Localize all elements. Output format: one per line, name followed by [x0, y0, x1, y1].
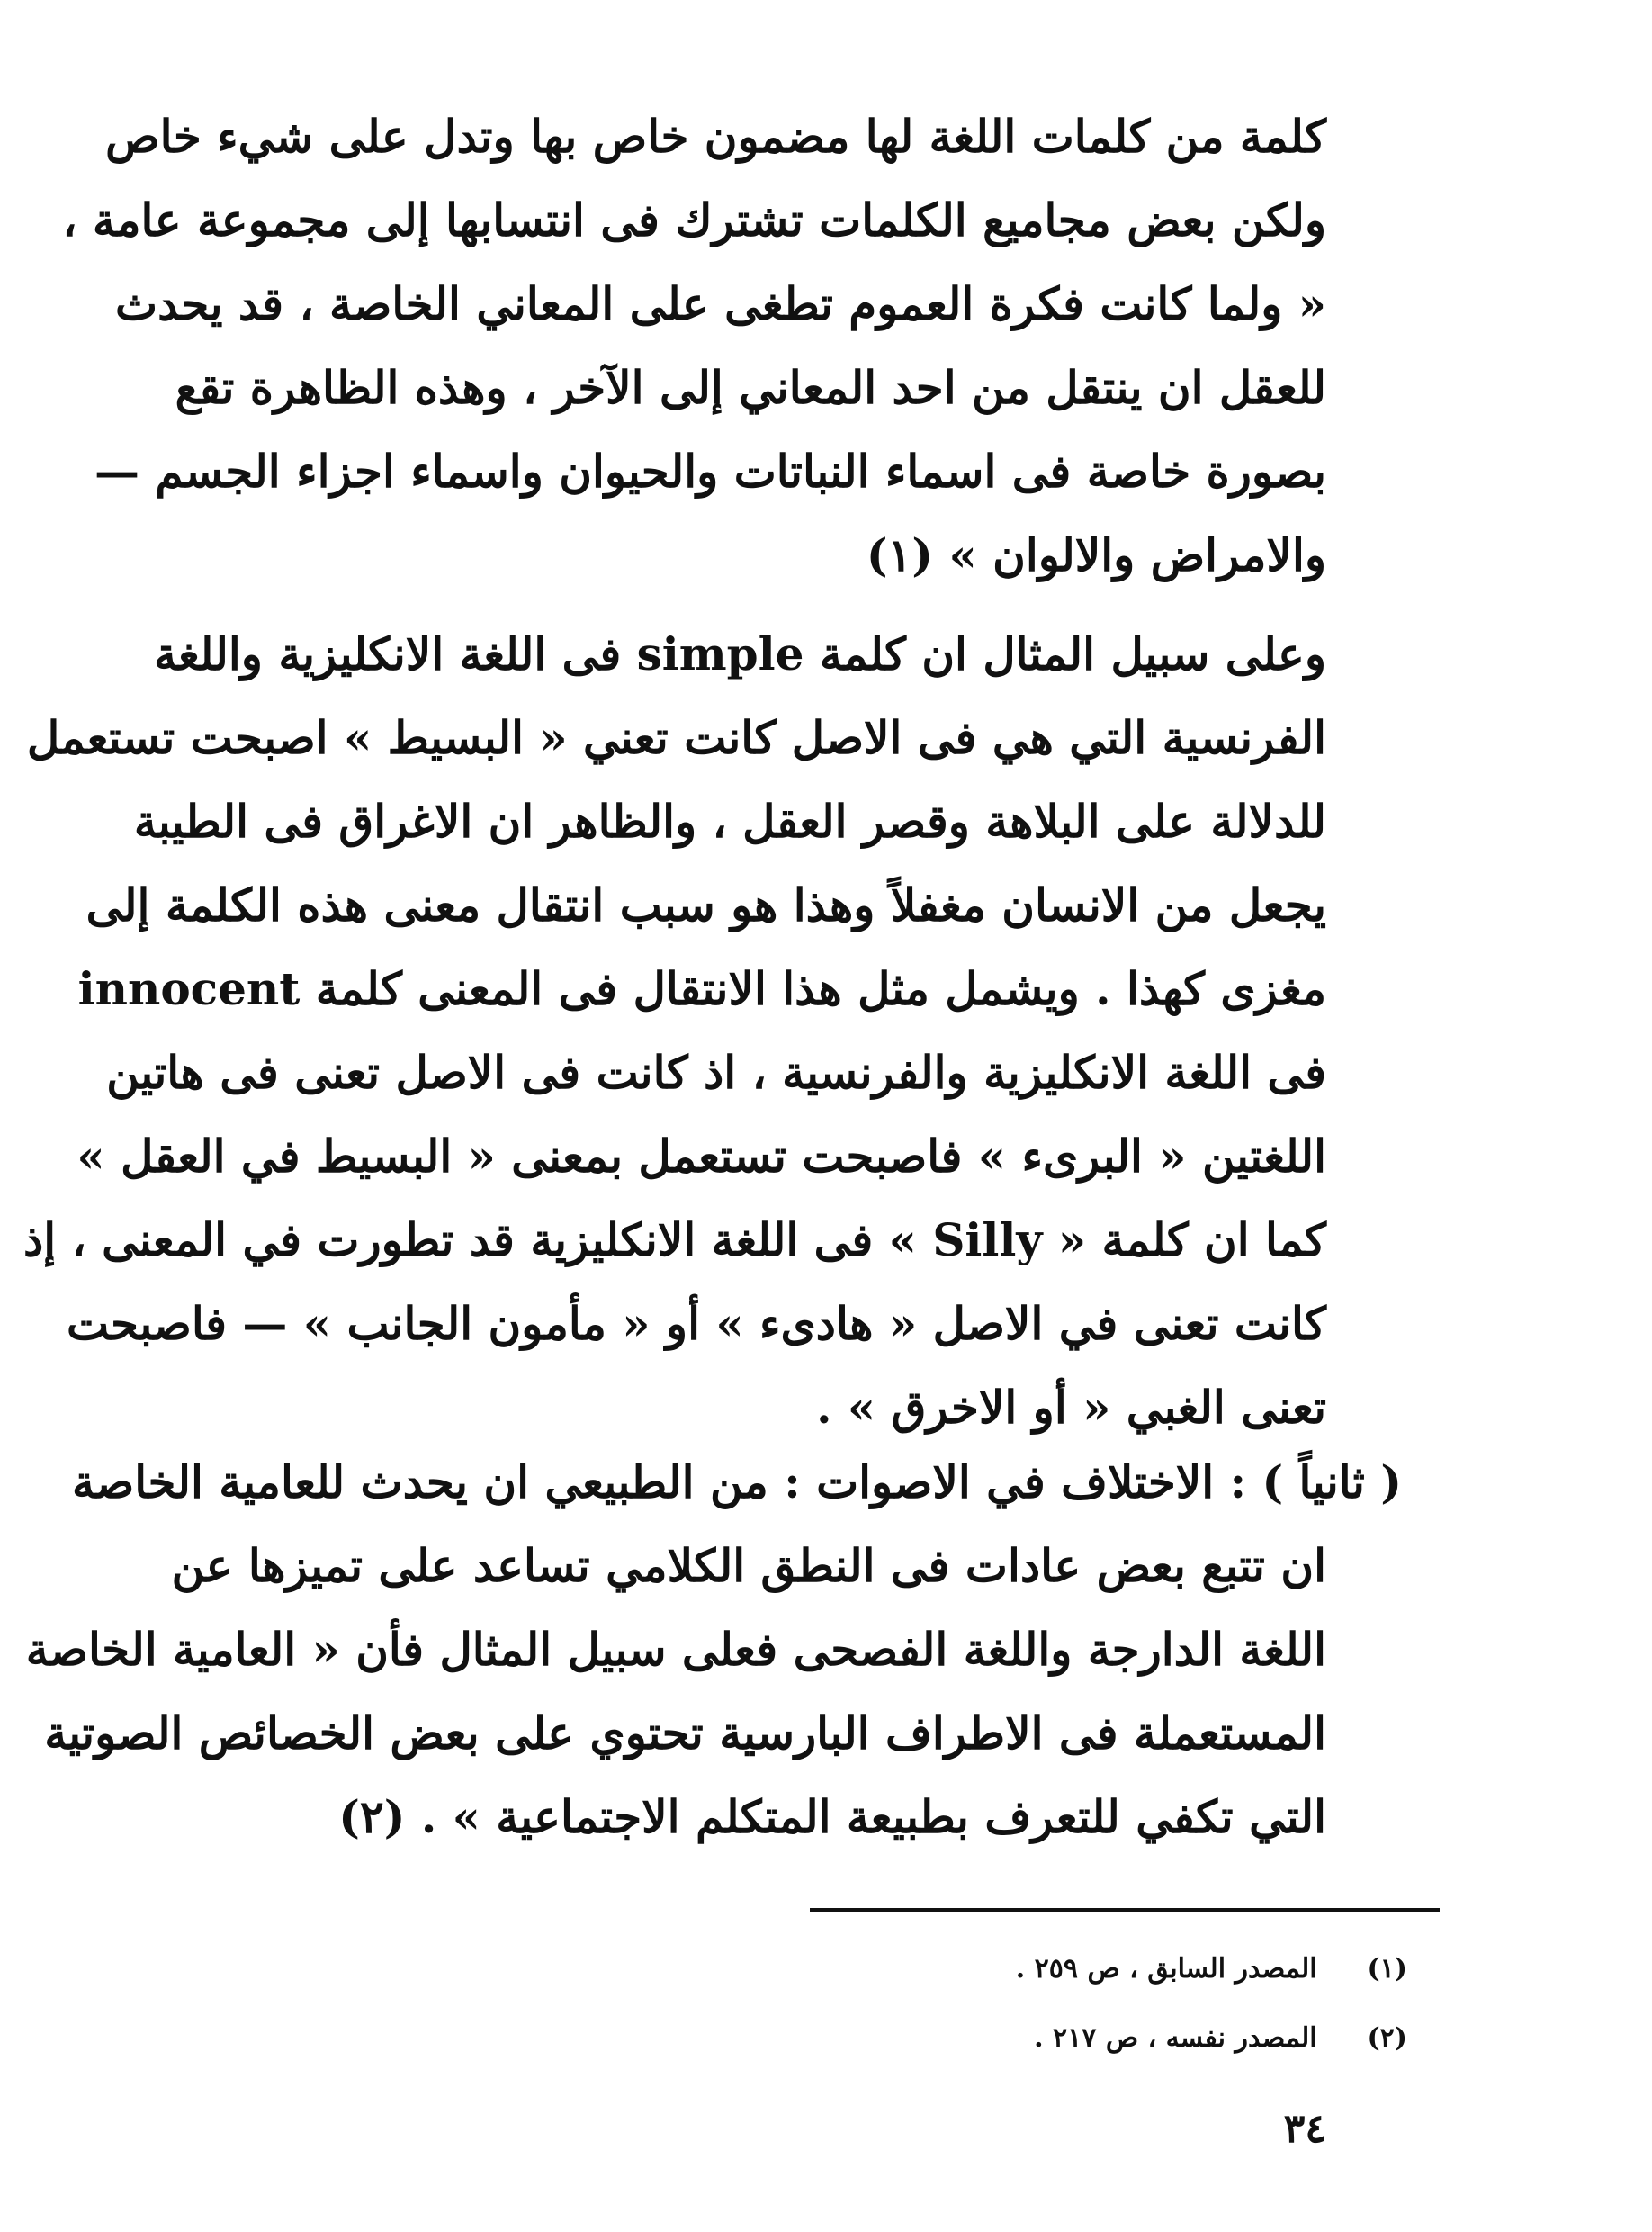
page-number: ٣٤ — [1283, 2106, 1326, 2152]
text-line: ( ثانياً ) : الاختلاف في الاصوات : من الطبيعي ان يحدث للعامية الخاصة — [71, 1455, 1402, 1508]
text-line: التي تكفي للتعرف بطبيعة المتكلم الاجتماعية » . (٢) — [338, 1790, 1326, 1843]
text-line: ولكن بعض مجاميع الكلمات تشترك فى انتسابها إلى مجموعة عامة ، — [62, 194, 1326, 247]
text-line: والامراض والالوان » (١) — [866, 528, 1326, 581]
footnote-2 — [687, 2020, 1407, 2056]
text-line: فى اللغة الانكليزية والفرنسية ، اذ كانت فى الاصل تعنى فى هاتين — [106, 1046, 1326, 1099]
text-line: اللغتين « البرىء » فاصبحت تستعمل بمعنى « البسيط في العقل » — [76, 1130, 1326, 1183]
text-line: مغزى كهذا . ويشمل مثل هذا الانتقال فى المعنى كلمة innocent — [77, 962, 1326, 1015]
text-line: « ولما كانت فكرة العموم تطغى على المعاني الخاصة ، قد يحدث — [115, 277, 1326, 330]
footnote-text: المصدر السابق ، ص ٢٥٩ . — [1015, 1953, 1317, 1984]
text-line: المستعملة فى الاطراف البارسية تحتوي على بعض الخصائص الصوتية — [44, 1706, 1326, 1760]
text-line: كلمة من كلمات اللغة لها مضمون خاص بها وتدل على شيء خاص — [105, 110, 1326, 163]
paragraph-3 — [25, 1440, 1402, 1858]
text-line: ان تتبع بعض عادات فى النطق الكلامي تساعد على تميزها عن — [171, 1539, 1326, 1592]
text-line: يجعل من الانسان مغفلاً وهذا هو سبب انتقال معنى هذه الكلمة إلى — [85, 878, 1326, 932]
text-line: اللغة الدارجة واللغة الفصحى فعلى سبيل المثال فأن « العامية الخاصة — [25, 1623, 1326, 1676]
paragraph-1 — [62, 94, 1326, 597]
footnote-text: المصدر نفسه ، ص ٢١٧ . — [1034, 2022, 1317, 2054]
text-line: الفرنسية التي هي فى الاصل كانت تعني « البسيط » اصبحت تستعمل — [26, 711, 1326, 764]
footnote-1 — [687, 1951, 1407, 1987]
footnote-number: (٢) — [1367, 2022, 1407, 2054]
footnote-number: (١) — [1367, 1953, 1407, 1984]
text-line: للدلالة على البلاهة وقصر العقل ، والظاهر ان الاغراق فى الطيبة — [133, 795, 1326, 848]
text-line: بصورة خاصة فى اسماء النباتات والحيوان واسماء اجزاء الجسم — — [94, 445, 1326, 498]
text-line: كانت تعنى في الاصل « هادىء » أو « مأمون الجانب » — فاصبحت — [66, 1297, 1326, 1350]
footnote-divider — [810, 1908, 1440, 1912]
paragraph-2 — [23, 612, 1326, 1449]
text-line: تعنى الغبي « أو الاخرق » . — [816, 1381, 1326, 1434]
text-line: وعلى سبيل المثال ان كلمة simple فى اللغة الانكليزية واللغة — [154, 627, 1326, 680]
text-line: للعقل ان ينتقل من احد المعاني إلى الآخر ، وهذه الظاهرة تقع — [175, 361, 1326, 414]
text-line: كما ان كلمة « Silly » فى اللغة الانكليزية قد تطورت في المعنى ، إذ — [23, 1213, 1326, 1266]
